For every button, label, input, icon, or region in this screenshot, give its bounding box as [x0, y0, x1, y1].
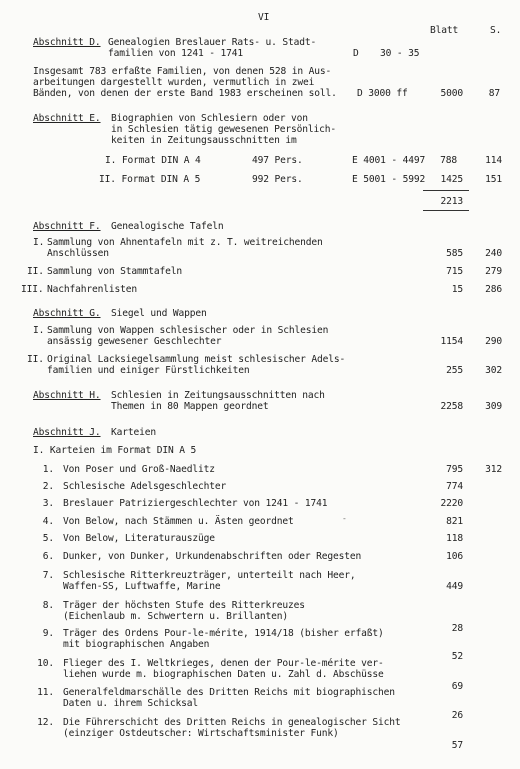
kartei-item-2-line1: Schlesische Adelsgeschlechter — [63, 481, 227, 492]
section-f-heading: Abschnitt F. — [33, 221, 101, 232]
section-g-heading: Abschnitt G. — [33, 308, 101, 319]
kartei-item-8-blatt: 28 — [451, 623, 463, 634]
section-d-text-line3: Bänden, von denen der erste Band 1983 erscheinen soll. — [33, 88, 337, 99]
scan-mark: ‑ — [342, 514, 347, 523]
kartei-item-1-number: 1. — [42, 464, 54, 475]
section-f-row1-line2: Anschlüssen — [47, 248, 109, 259]
kartei-item-7-line2: Waffen-SS, Luftwaffe, Marine — [63, 581, 221, 592]
kartei-item-3-blatt: 2220 — [440, 498, 463, 509]
kartei-item-8-line2: (Eichenlaub m. Schwertern u. Brillanten) — [63, 611, 289, 622]
section-e-sum-rule — [423, 190, 469, 191]
kartei-item-9-blatt: 52 — [451, 651, 463, 662]
kartei-item-9-number: 9. — [42, 628, 54, 639]
kartei-item-10-line1: Flieger des I. Weltkrieges, denen der Pour-le-mérite ver- — [63, 658, 384, 669]
kartei-item-5-number: 5. — [42, 533, 54, 544]
section-e-row1-label: I. Format DIN A 4 — [105, 155, 201, 166]
column-header-blatt: Blatt — [430, 25, 459, 36]
kartei-item-1-s: 312 — [485, 464, 502, 475]
section-e-row2-code: E 5001 - 5992 — [352, 174, 426, 185]
kartei-item-1-blatt: 795 — [446, 464, 463, 475]
kartei-item-12-number: 12. — [37, 717, 54, 728]
kartei-item-1-line1: Von Poser und Groß-Naedlitz — [63, 464, 215, 475]
kartei-item-7-number: 7. — [42, 570, 54, 581]
section-h-heading: Abschnitt H. — [33, 390, 101, 401]
section-f-row1-num: I. — [33, 237, 45, 248]
kartei-item-11-line1: Generalfeldmarschälle des Dritten Reichs mit biographischen — [63, 687, 395, 698]
section-d-heading: Abschnitt D. — [33, 37, 101, 48]
section-e-row1-s: 114 — [485, 155, 502, 166]
kartei-item-6-blatt: 106 — [446, 551, 463, 562]
kartei-item-10-number: 10. — [37, 658, 54, 669]
section-d-text-line2: arbeitungen dargestellt wurden, vermutlich in zwei — [33, 77, 315, 88]
kartei-item-9-line2: mit biographischen Angaben — [63, 639, 210, 650]
section-f-row1-line1: Sammlung von Ahnentafeln mit z. T. weitreichenden — [47, 237, 323, 248]
kartei-item-7-line1: Schlesische Ritterkreuzträger, unterteilt nach Heer, — [63, 570, 356, 581]
section-e-title-line2: in Schlesien tätig gewesenen Persönlich- — [111, 124, 337, 135]
section-g-row2-line1: Original Lacksiegelsammlung meist schlesischer Adels- — [47, 354, 346, 365]
kartei-item-2-blatt: 774 — [446, 481, 463, 492]
kartei-item-4-blatt: 821 — [446, 516, 463, 527]
section-f-row2-line1: Sammlung von Stammtafeln — [47, 266, 183, 277]
section-e-row1-blatt: 788 — [440, 155, 457, 166]
kartei-item-9-line1: Träger des Ordens Pour-le-mérite, 1914/18 (bisher erfaßt) — [63, 628, 384, 639]
kartei-item-11-line2: Daten u. ihrem Schicksal — [63, 698, 199, 709]
kartei-item-5-line1: Von Below, Literaturauszüge — [63, 533, 215, 544]
column-header-s: S. — [490, 25, 502, 36]
section-e-total-rule — [423, 210, 469, 211]
section-e-title-line3: keiten in Zeitungsausschnitten im — [111, 135, 297, 146]
section-g-row1-num: I. — [33, 325, 45, 336]
section-d-title-line1: Genealogien Breslauer Rats- u. Stadt- — [108, 37, 317, 48]
section-j-subheading: I. Karteien im Format DIN A 5 — [33, 445, 197, 456]
section-f-row1-s: 240 — [485, 248, 502, 259]
kartei-item-10-blatt: 69 — [451, 681, 463, 692]
section-h-line1: Schlesien in Zeitungsausschnitten nach — [111, 390, 325, 401]
kartei-item-5-blatt: 118 — [446, 533, 463, 544]
section-d-text-line1: Insgesamt 783 erfaßte Familien, von denen 528 in Aus- — [33, 66, 332, 77]
section-e-heading: Abschnitt E. — [33, 113, 101, 124]
kartei-item-8-line1: Träger der höchsten Stufe des Ritterkreuzes — [63, 600, 305, 611]
section-g-row2-blatt: 255 — [446, 365, 463, 376]
section-f-title: Genealogische Tafeln — [111, 221, 224, 232]
section-e-row2-blatt: 1425 — [440, 174, 463, 185]
kartei-item-10-line2: liehen wurde m. biographischen Daten u. Zahl d. Abschüsse — [63, 669, 384, 680]
section-d-s: 87 — [488, 88, 500, 99]
section-h-blatt: 2258 — [440, 401, 463, 412]
section-j-heading: Abschnitt J. — [33, 427, 101, 438]
section-h-s: 309 — [485, 401, 502, 412]
kartei-item-11-blatt: 26 — [451, 710, 463, 721]
section-e-row2-s: 151 — [485, 174, 502, 185]
section-e-row2-label: II. Format DIN A 5 — [99, 174, 201, 185]
section-d-range: 30 - 35 — [380, 48, 420, 59]
section-g-row2-s: 302 — [485, 365, 502, 376]
kartei-item-8-number: 8. — [42, 600, 54, 611]
section-g-row1-blatt: 1154 — [440, 336, 463, 347]
section-e-total: 2213 — [440, 196, 463, 207]
kartei-item-6-number: 6. — [42, 551, 54, 562]
section-d-blatt: 5000 — [440, 88, 463, 99]
section-f-row2-s: 279 — [485, 266, 502, 277]
section-e-row1-code: E 4001 - 4497 — [352, 155, 426, 166]
section-e-row2-persons: 992 Pers. — [252, 174, 303, 185]
section-e-row1-persons: 497 Pers. — [252, 155, 303, 166]
section-g-row1-line1: Sammlung von Wappen schlesischer oder in Schlesien — [47, 325, 329, 336]
kartei-item-12-line2: (einziger Ostdeutscher: Wirtschaftsminister Funk) — [63, 728, 339, 739]
section-f-row3-num: III. — [21, 284, 44, 295]
section-d-text-code: D 3000 ff — [357, 88, 408, 99]
kartei-item-2-number: 2. — [42, 481, 54, 492]
section-g-title: Siegel und Wappen — [111, 308, 207, 319]
section-d-title-line2: familien von 1241 - 1741 — [108, 48, 244, 59]
kartei-item-12-line1: Die Führerschicht des Dritten Reichs in genealogischer Sicht — [63, 717, 401, 728]
page-number: VI — [258, 12, 270, 23]
section-f-row3-blatt: 15 — [451, 284, 463, 295]
kartei-item-3-number: 3. — [42, 498, 54, 509]
section-h-line2: Themen in 80 Mappen geordnet — [111, 401, 269, 412]
section-f-row3-s: 286 — [485, 284, 502, 295]
kartei-item-6-line1: Dunker, von Dunker, Urkundenabschriften oder Regesten — [63, 551, 362, 562]
section-f-row2-blatt: 715 — [446, 266, 463, 277]
kartei-item-3-line1: Breslauer Patriziergeschlechter von 1241 - 1741 — [63, 498, 328, 509]
kartei-item-4-number: 4. — [42, 516, 54, 527]
section-e-title-line1: Biographien von Schlesiern oder von — [111, 113, 308, 124]
kartei-item-12-blatt: 57 — [451, 740, 463, 751]
section-g-row2-line2: familien und einiger Fürstlichkeiten — [47, 365, 250, 376]
section-f-row2-num: II. — [27, 266, 44, 277]
section-g-row1-s: 290 — [485, 336, 502, 347]
section-g-row1-line2: ansässig gewesener Geschlechter — [47, 336, 222, 347]
section-f-row3-line1: Nachfahrenlisten — [47, 284, 138, 295]
kartei-item-4-line1: Von Below, nach Stämmen u. Ästen geordnet — [63, 516, 294, 527]
section-d-code: D — [353, 48, 359, 59]
section-f-row1-blatt: 585 — [446, 248, 463, 259]
section-j-title: Karteien — [111, 427, 157, 438]
section-g-row2-num: II. — [27, 354, 44, 365]
kartei-item-11-number: 11. — [37, 687, 54, 698]
kartei-item-7-blatt: 449 — [446, 581, 463, 592]
